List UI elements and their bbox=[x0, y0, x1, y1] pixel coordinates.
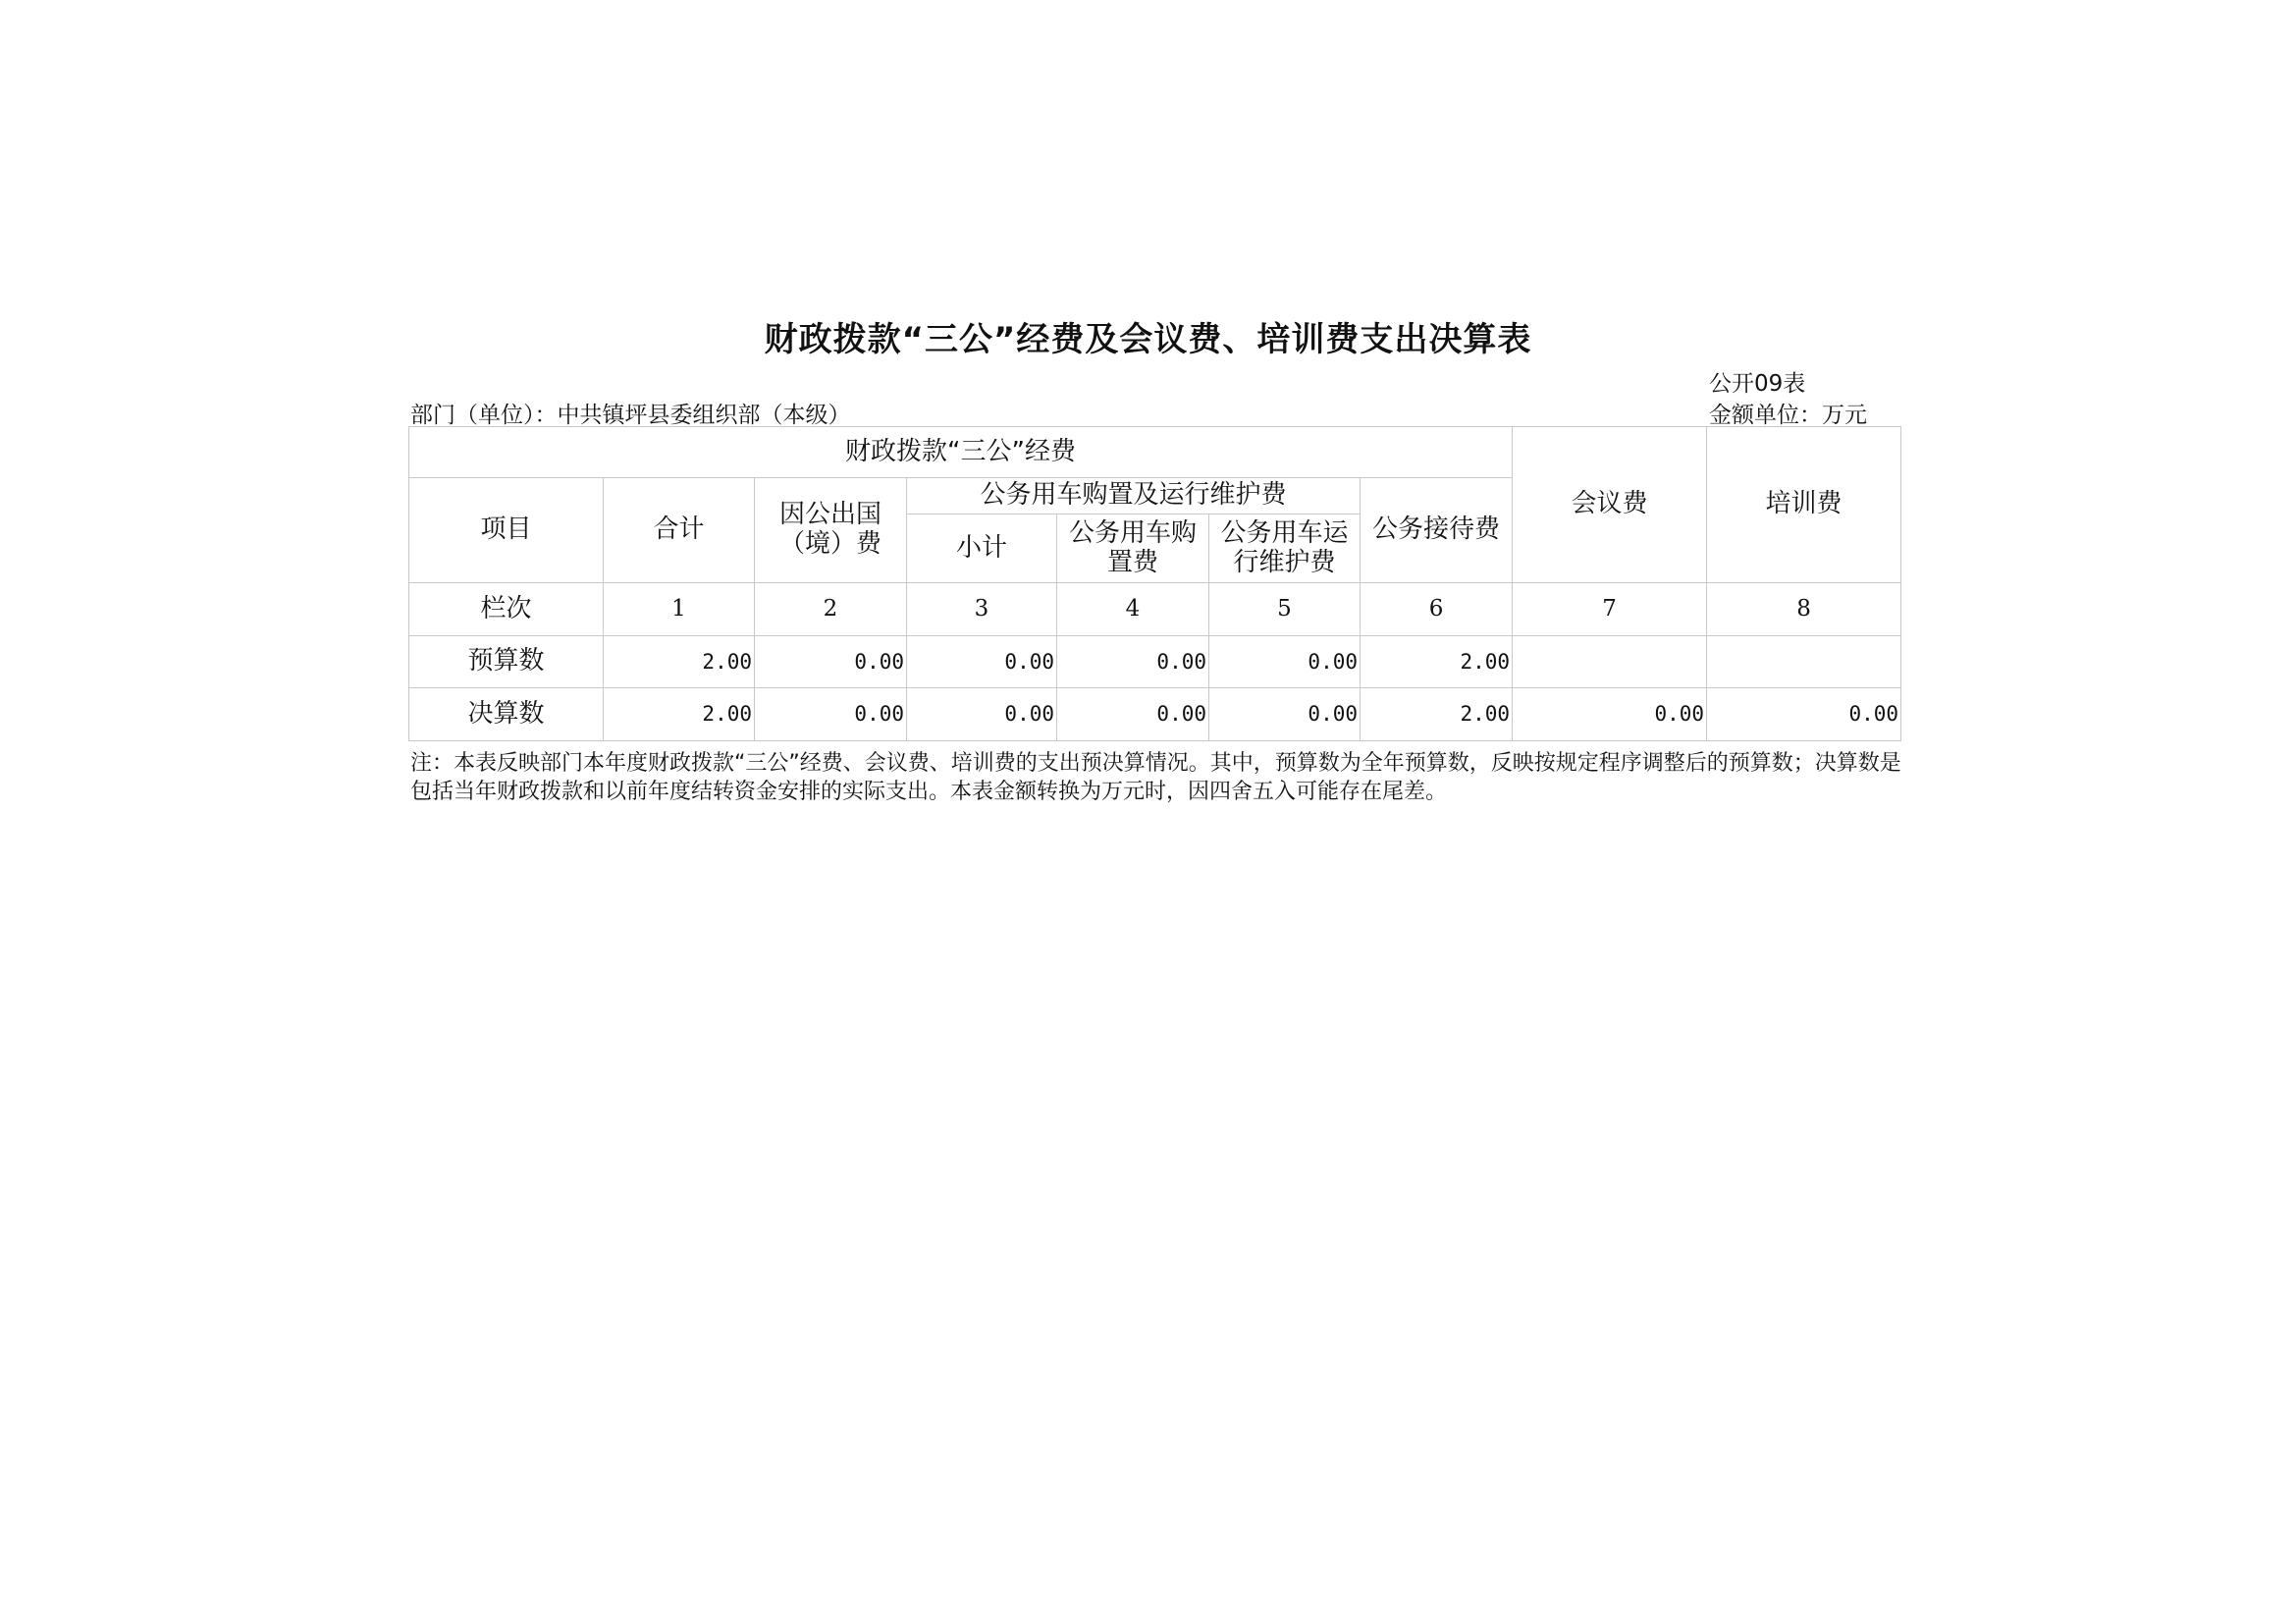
final-vehicle-subtotal: 0.00 bbox=[907, 688, 1057, 741]
header-three-public: 财政拨款“三公”经费 bbox=[409, 427, 1513, 478]
header-vehicle-purchase: 公务用车购置费 bbox=[1057, 514, 1209, 583]
expenditure-table bbox=[408, 426, 1901, 741]
budget-abroad: 0.00 bbox=[755, 636, 907, 688]
header-subtotal: 小计 bbox=[907, 514, 1057, 583]
index-cell: 7 bbox=[1513, 583, 1707, 636]
budget-reception: 2.00 bbox=[1361, 636, 1513, 688]
header-training: 培训费 bbox=[1707, 427, 1901, 583]
amount-unit: 金额单位：万元 bbox=[1709, 403, 1867, 428]
final-row bbox=[409, 688, 1901, 741]
budget-total: 2.00 bbox=[604, 636, 755, 688]
final-reception: 2.00 bbox=[1361, 688, 1513, 741]
index-cell: 8 bbox=[1707, 583, 1901, 636]
department-label: 部门（单位）：中共镇坪县委组织部（本级） bbox=[410, 403, 851, 428]
index-cell: 1 bbox=[604, 583, 755, 636]
budget-vehicle-subtotal: 0.00 bbox=[907, 636, 1057, 688]
final-vehicle-purchase: 0.00 bbox=[1057, 688, 1209, 741]
header-vehicle-group: 公务用车购置及运行维护费 bbox=[907, 478, 1361, 514]
header-vehicle-operation: 公务用车运行维护费 bbox=[1209, 514, 1361, 583]
index-cell: 5 bbox=[1209, 583, 1361, 636]
index-cell: 3 bbox=[907, 583, 1057, 636]
header-total: 合计 bbox=[604, 478, 755, 583]
index-row bbox=[409, 583, 1901, 636]
footnote: 注：本表反映部门本年度财政拨款“三公”经费、会议费、培训费的支出预决算情况。其中，预算数为全年预算数，反映按规定程序调整后的预算数；决算数是包括当年财政拨款和以前年度结转资金安排的实际支出。本表金额转换为万元时，因四舍五入可能存在尾差。 bbox=[410, 751, 1901, 804]
budget-row-label: 预算数 bbox=[409, 636, 604, 688]
budget-meeting bbox=[1513, 636, 1707, 688]
budget-vehicle-operation: 0.00 bbox=[1209, 636, 1361, 688]
header-reception: 公务接待费 bbox=[1361, 478, 1513, 583]
index-row-label: 栏次 bbox=[409, 583, 604, 636]
final-vehicle-operation: 0.00 bbox=[1209, 688, 1361, 741]
budget-vehicle-purchase: 0.00 bbox=[1057, 636, 1209, 688]
final-training: 0.00 bbox=[1707, 688, 1901, 741]
final-abroad: 0.00 bbox=[755, 688, 907, 741]
final-total: 2.00 bbox=[604, 688, 755, 741]
final-meeting: 0.00 bbox=[1513, 688, 1707, 741]
index-cell: 6 bbox=[1361, 583, 1513, 636]
index-cell: 4 bbox=[1057, 583, 1209, 636]
budget-training bbox=[1707, 636, 1901, 688]
final-row-label: 决算数 bbox=[409, 688, 604, 741]
form-code: 公开09表 bbox=[1709, 371, 1806, 397]
page-title: 财政拨款“三公”经费及会议费、培训费支出决算表 bbox=[764, 320, 1532, 359]
header-meeting: 会议费 bbox=[1513, 427, 1707, 583]
header-item: 项目 bbox=[409, 478, 604, 583]
budget-row bbox=[409, 636, 1901, 688]
header-abroad: 因公出国（境）费 bbox=[755, 478, 907, 583]
index-cell: 2 bbox=[755, 583, 907, 636]
